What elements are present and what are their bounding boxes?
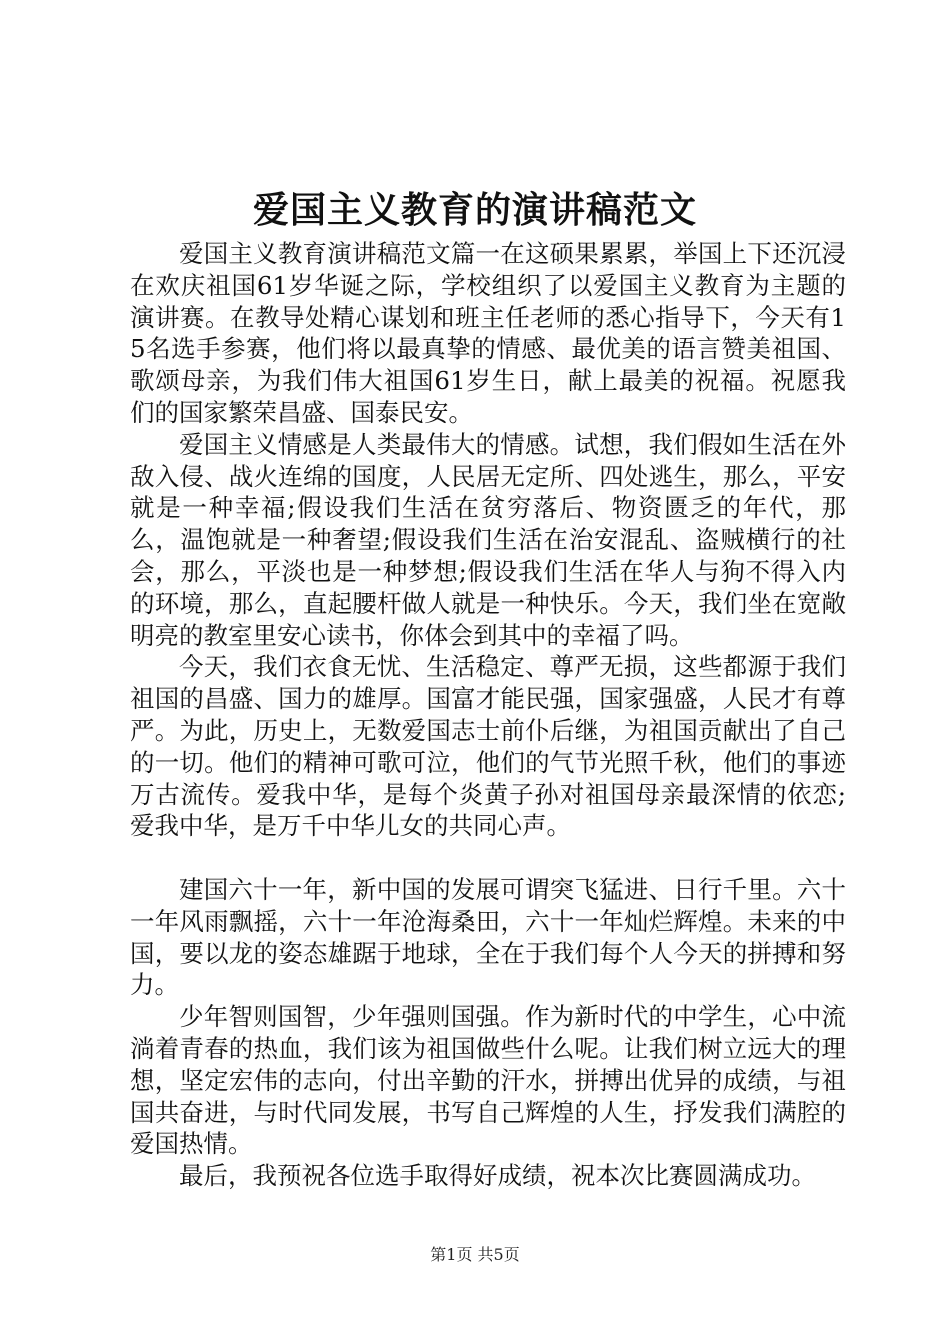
paragraph-gap <box>130 842 846 874</box>
page-footer: 第1页 共5页 <box>430 1245 520 1264</box>
paragraph-2: 爱国主义情感是人类最伟大的情感。试想，我们假如生活在外敌入侵、战火连绵的国度，人民居无定所、四处逃生，那么，平安就是一种幸福;假设我们生活在贫穷落后、物资匮乏的年代，那么，温饱就是一种奢望;假设我们生活在治安混乱、盗贼横行的社会，那么，平淡也是一种梦想;假设我们生活在华人与狗不得入内的环境，那么，直起腰杆做人就是一种快乐。今天，我们坐在宽敞明亮的教室里安心读书，你体会到其中的幸福了吗。 <box>130 429 846 650</box>
document-title: 爱国主义教育的演讲稿范文 <box>252 189 697 231</box>
paragraph-6: 最后，我预祝各位选手取得好成绩，祝本次比赛圆满成功。 <box>179 1161 816 1191</box>
paragraph-3: 今天，我们衣食无忧、生活稳定、尊严无损，这些都源于我们祖国的昌盛、国力的雄厚。国富才能民强，国家强盛，人民才有尊严。为此，历史上，无数爱国志士前仆后继，为祖国贡献出了自己的一切。他们的精神可歌可泣，他们的气节光照千秋，他们的事迹万古流传。爱我中华，是每个炎黄子孙对祖国母亲最深情的依恋;爱我中华，是万千中华儿女的共同心声。 <box>130 652 846 841</box>
paragraph-4: 建国六十一年，新中国的发展可谓突飞猛进、日行千里。六十一年风雨飘摇，六十一年沧海桑田，六十一年灿烂辉煌。未来的中国，要以龙的姿态雄踞于地球，全在于我们每个人今天的拼搏和努力。 <box>130 874 846 1000</box>
paragraph-5: 少年智则国智，少年强则国强。作为新时代的中学生，心中流淌着青春的热血，我们该为祖国做些什么呢。让我们树立远大的理想，坚定宏伟的志向，付出辛勤的汗水，拼搏出优异的成绩，与祖国共奋进，与时代同发展，书写自己辉煌的人生，抒发我们满腔的爱国热情。 <box>130 1002 846 1159</box>
paragraph-1: 爱国主义教育演讲稿范文篇一在这硕果累累，举国上下还沉浸在欢庆祖国61岁华诞之际，学校组织了以爱国主义教育为主题的演讲赛。在教导处精心谋划和班主任老师的悉心指导下，今天有15名选手参赛，他们将以最真挚的情感、最优美的语言赞美祖国、歌颂母亲，为我们伟大祖国61岁生日，献上最美的祝福。祝愿我们的国家繁荣昌盛、国泰民安。 <box>130 239 846 427</box>
document-body <box>130 238 846 1192</box>
